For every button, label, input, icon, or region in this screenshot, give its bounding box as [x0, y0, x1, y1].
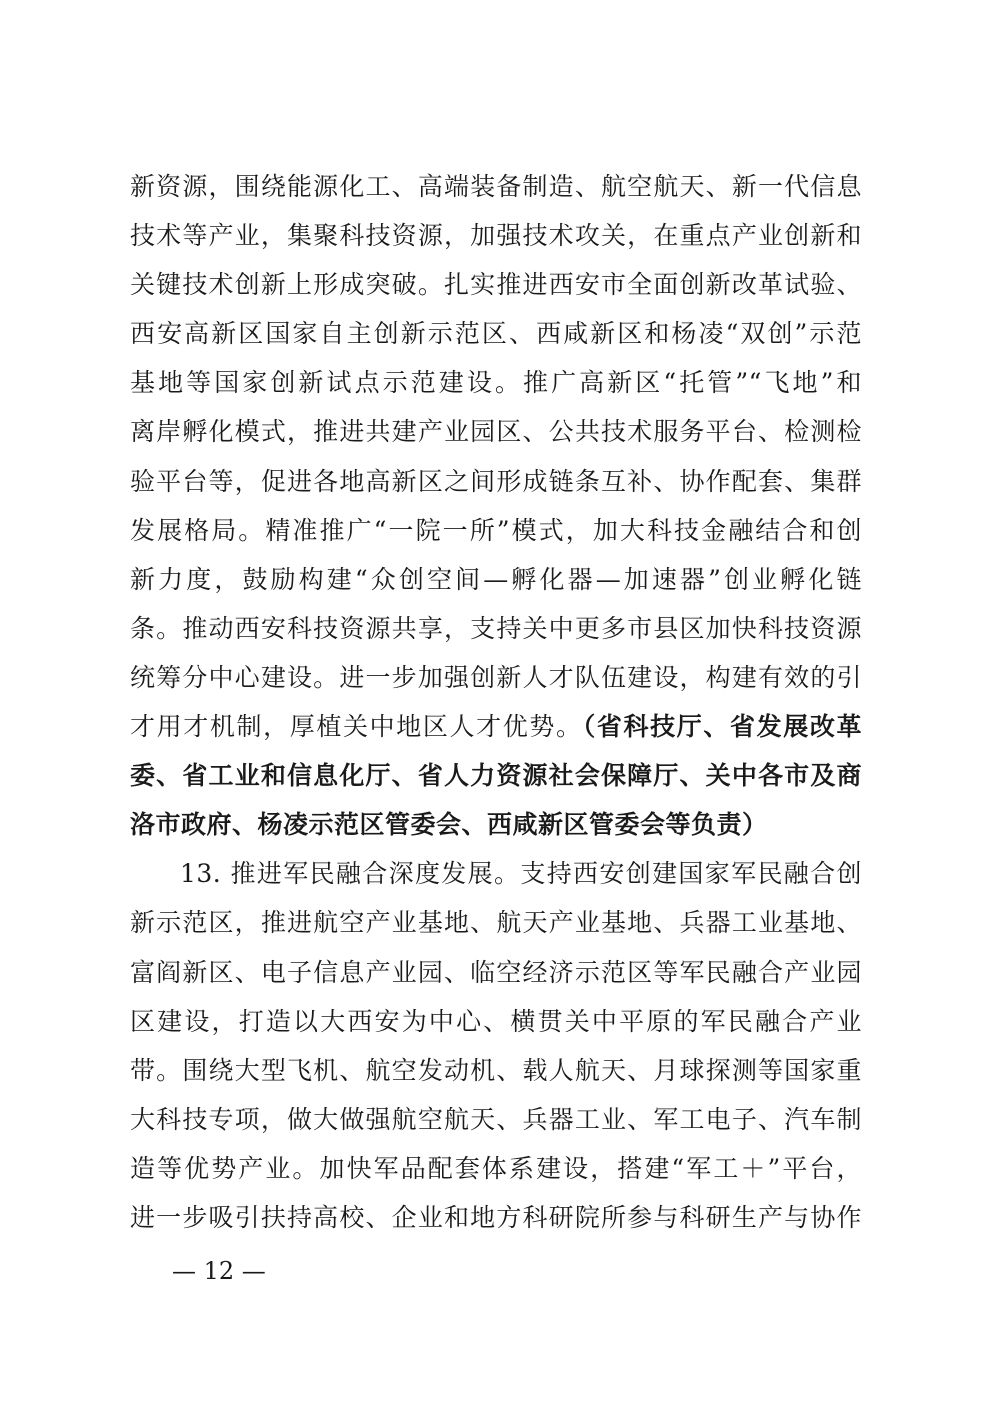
section-heading-line: 13. 推进军民融合深度发展。支持西安创建国家军民融合创 — [180, 859, 862, 889]
text-line: 新力度，鼓励构建“众创空间—孵化器—加速器”创业孵化链 — [130, 564, 862, 594]
text-line: 区建设，打造以大西安为中心、横贯关中平原的军民融合产业 — [130, 1006, 862, 1036]
responsible-parties: 委、省工业和信息化厅、省人力资源社会保障厅、关中各市及商 — [130, 761, 862, 791]
text-line: 大科技专项，做大做强航空航天、兵器工业、军工电子、汽车制 — [130, 1104, 862, 1134]
text-line: 关键技术创新上形成突破。扎实推进西安市全面创新改革试验、 — [130, 270, 862, 300]
text-line: 新资源，围绕能源化工、高端装备制造、航空航天、新一代信息 — [130, 172, 862, 201]
text-line: 新示范区，推进航空产业基地、航天产业基地、兵器工业基地、 — [130, 908, 862, 938]
text-line — [130, 751, 862, 800]
text-line: 条。推动西安科技资源共享，支持关中更多市县区加快科技资源 — [130, 613, 862, 643]
text-line: 造等优势产业。加快军品配套体系建设，搭建“军工＋”平台， — [130, 1153, 862, 1183]
text-line: 富阎新区、电子信息产业园、临空经济示范区等军民融合产业园 — [130, 957, 862, 987]
text-line: 基地等国家创新试点示范建设。推广高新区“托管”“飞地”和 — [130, 368, 862, 398]
body-text — [130, 162, 862, 1242]
text-line: 西安高新区国家自主创新示范区、西咸新区和杨凌“双创”示范 — [130, 319, 862, 349]
text-line: 离岸孵化模式，推进共建产业园区、公共技术服务平台、检测检 — [130, 417, 862, 447]
page-number: — 12 — — [172, 1257, 266, 1285]
text-line: 发展格局。精准推广“一院一所”模式，加大科技金融结合和创 — [130, 515, 862, 545]
responsible-parties-end: 洛市政府、杨凌示范区管委会、西咸新区管委会等负责） — [130, 810, 768, 840]
text-line: 验平台等，促进各地高新区之间形成链条互补、协作配套、集群 — [130, 466, 862, 496]
responsible-parties-start: （省科技厅、省发展改革 — [582, 712, 862, 742]
text-line — [130, 800, 862, 849]
text-line: 统筹分中心建设。进一步加强创新人才队伍建设，构建有效的引 — [130, 662, 862, 692]
text-line: 进一步吸引扶持高校、企业和地方科研院所参与科研生产与协作 — [130, 1202, 862, 1232]
text-line-mixed — [130, 702, 862, 751]
text-segment: 才用才机制，厚植关中地区人才优势。 — [130, 712, 583, 742]
text-line: 带。围绕大型飞机、航空发动机、载人航天、月球探测等国家重 — [130, 1055, 862, 1085]
text-line: 技术等产业，集聚科技资源，加强技术攻关，在重点产业创新和 — [130, 221, 862, 251]
